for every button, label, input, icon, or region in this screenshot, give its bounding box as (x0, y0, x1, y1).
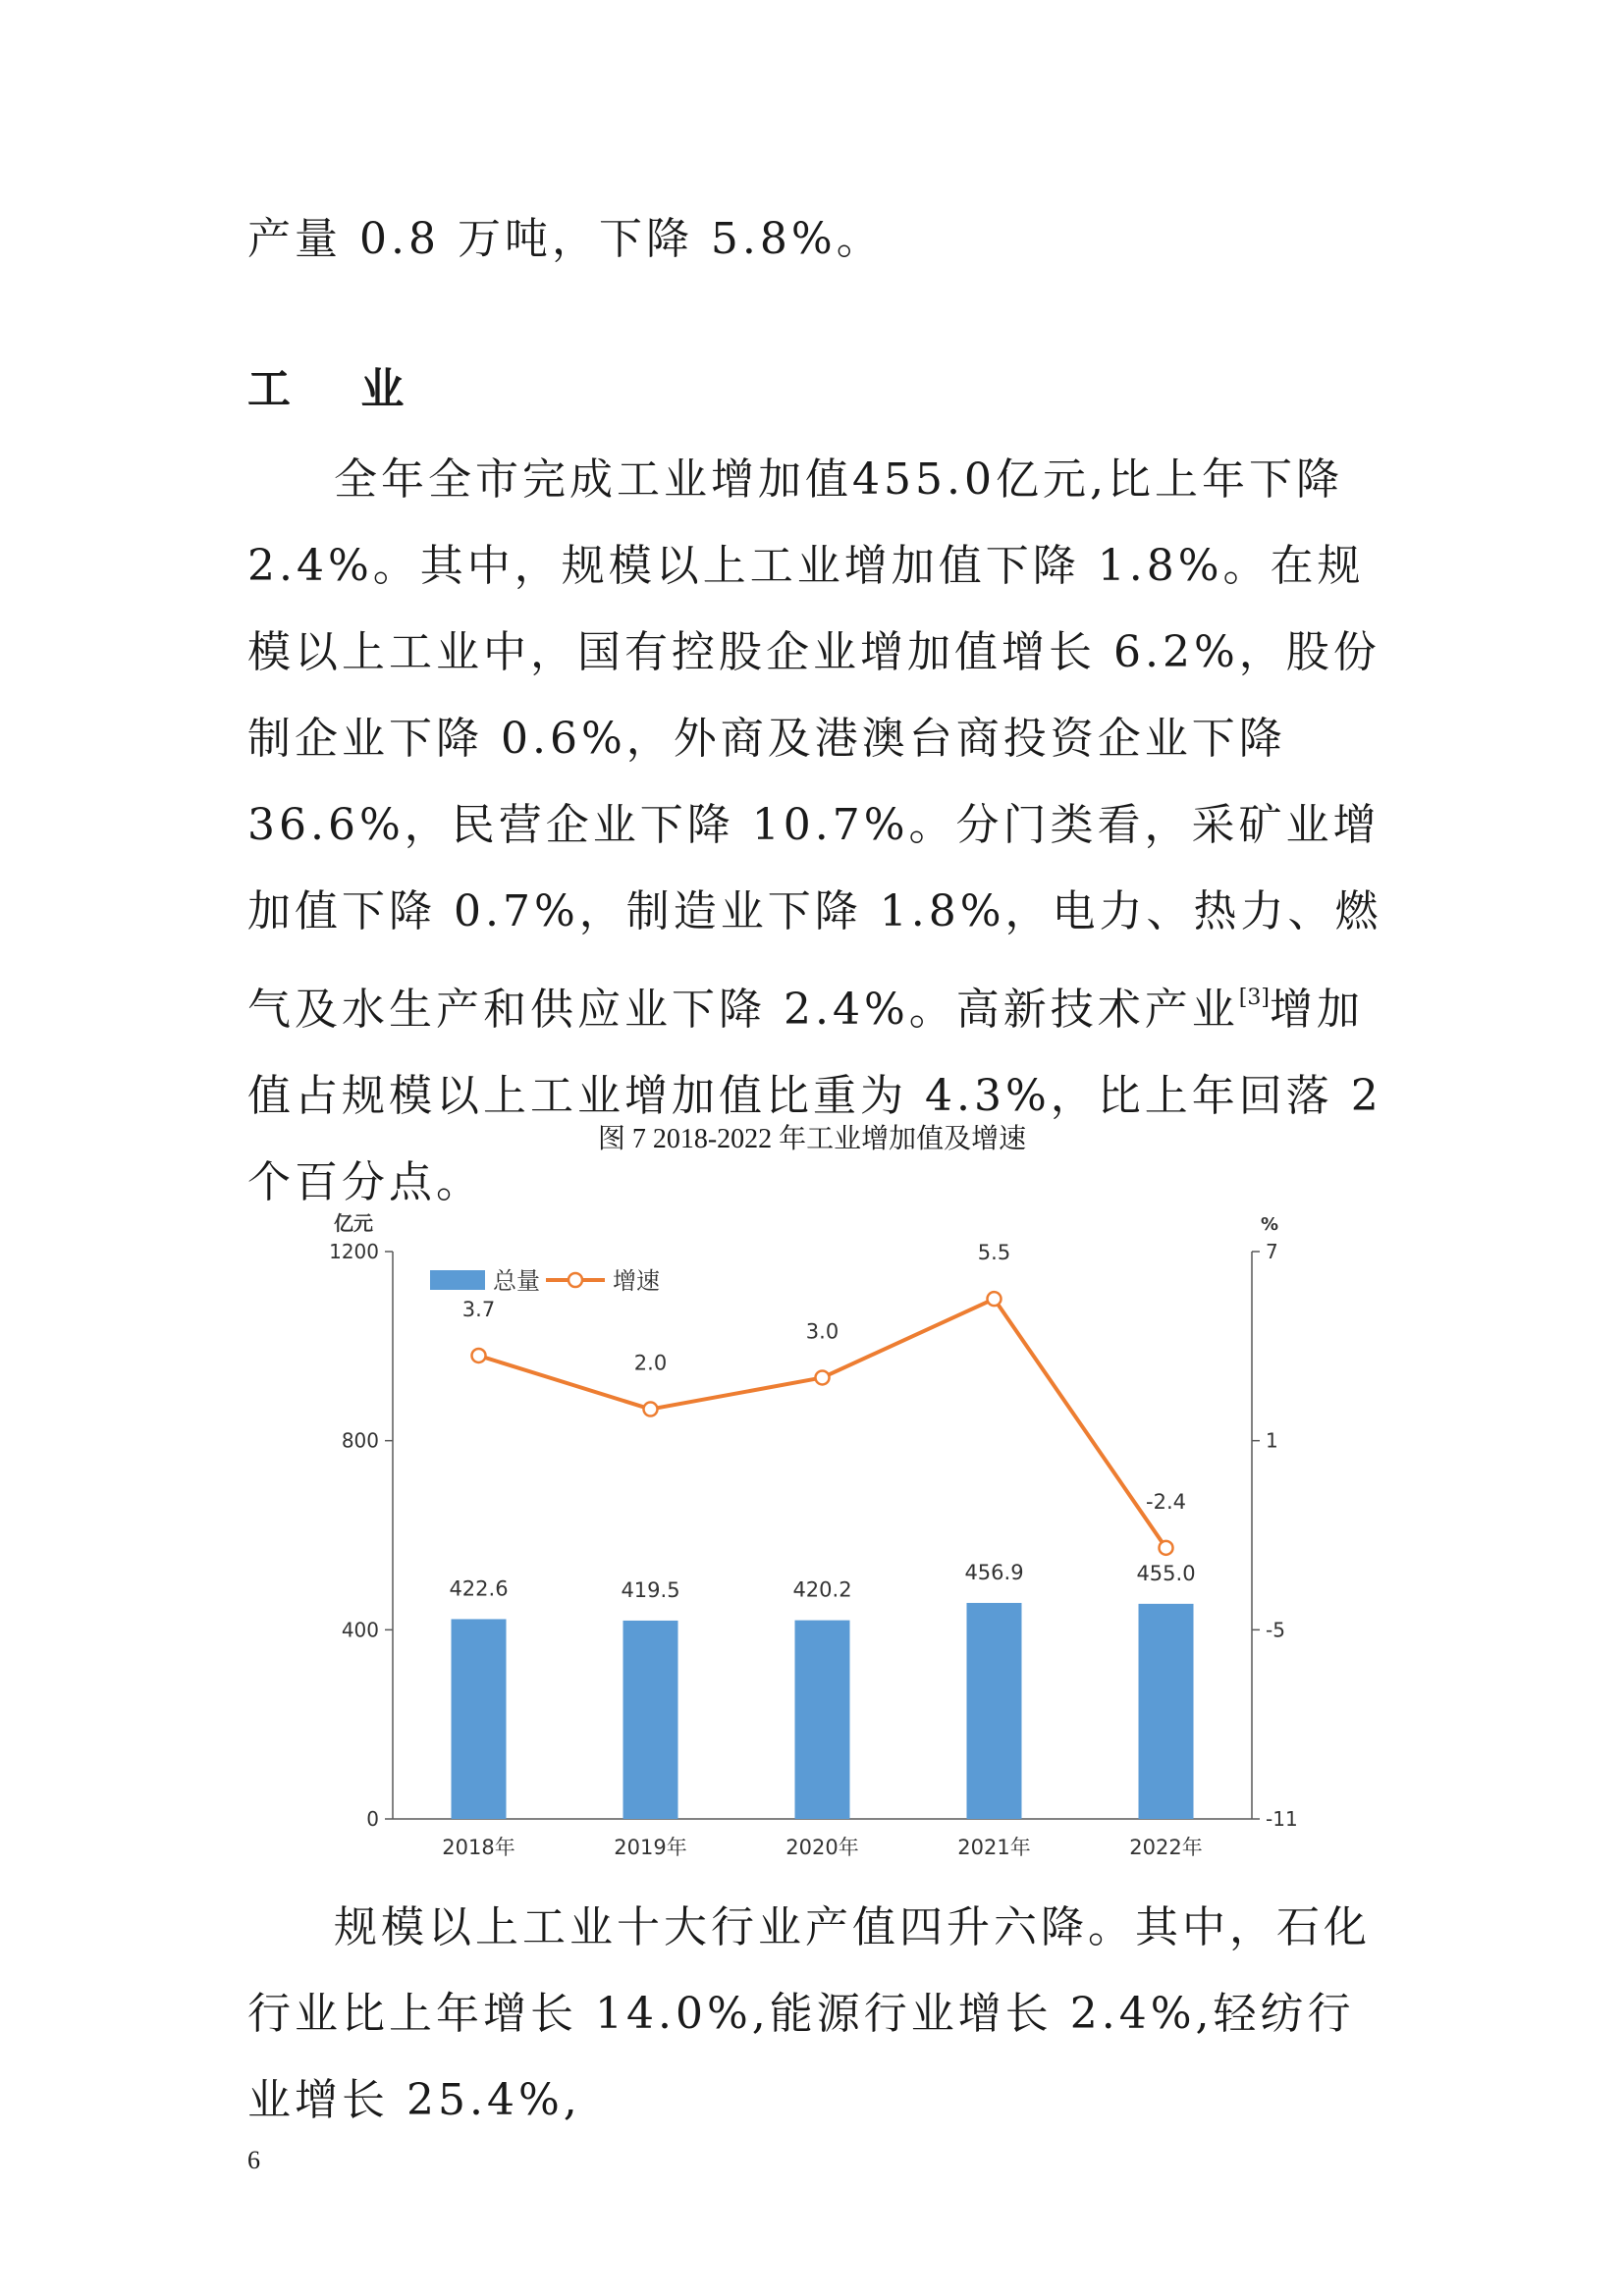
right-tick-label: 7 (1266, 1240, 1278, 1263)
growth-rate-point (1160, 1541, 1173, 1555)
right-tick-label: -11 (1266, 1807, 1298, 1831)
bar-value-label: 419.5 (621, 1577, 680, 1602)
legend-line-marker (568, 1273, 582, 1287)
growth-rate-label: 5.5 (977, 1241, 1011, 1265)
left-tick-label: 400 (341, 1618, 379, 1642)
footnote-ref[interactable]: [3] (1238, 986, 1270, 1010)
x-tick-label: 2018年 (442, 1836, 515, 1859)
paragraph-industry-rest: 增加值占规模以上工业增加值比重为 4.3%，比上年回落 2 个百分点。 (247, 985, 1382, 1207)
industry-value-chart (295, 1188, 1335, 1885)
top-text: 产量 0.8 万吨，下降 5.8%。 (247, 214, 884, 264)
left-tick-label: 1200 (329, 1240, 379, 1263)
growth-rate-label: 2.0 (633, 1351, 668, 1375)
bar-value-label: 455.0 (1136, 1561, 1196, 1585)
left-tick-label: 800 (341, 1428, 379, 1453)
section-heading: 工 业 (247, 364, 432, 414)
right-tick-label: -5 (1266, 1618, 1285, 1642)
growth-rate-label: 3.0 (805, 1319, 839, 1344)
bar-2022年 (1139, 1604, 1194, 1819)
x-tick-label: 2021年 (957, 1836, 1031, 1859)
x-tick-label: 2022年 (1129, 1836, 1203, 1859)
legend-line-label: 增速 (613, 1267, 660, 1295)
page-number: 6 (247, 2146, 260, 2174)
growth-rate-label: 3.7 (461, 1297, 496, 1321)
growth-rate-point (988, 1292, 1001, 1306)
bar-value-label: 422.6 (449, 1576, 509, 1601)
figure-title: 图 7 2018-2022 年工业增加值及增速 (597, 1124, 1027, 1154)
right-axis-unit: % (1260, 1214, 1279, 1235)
bar-2020年 (795, 1621, 850, 1819)
growth-rate-label: -2.4 (1146, 1489, 1186, 1514)
paragraph-industries: 规模以上工业十大行业产值四升六降。其中，石化行业比上年增长 14.0%,能源行业增长 2.4%,轻纺行业增长 25.4%, (247, 1902, 1371, 2125)
bar-2021年 (967, 1603, 1022, 1819)
growth-rate-point (816, 1370, 830, 1384)
x-tick-label: 2019年 (614, 1836, 687, 1859)
growth-rate-point (472, 1349, 486, 1362)
x-tick-label: 2020年 (785, 1836, 859, 1859)
bar-2018年 (452, 1619, 507, 1819)
left-tick-label: 0 (366, 1807, 379, 1831)
paragraph-industry-text: 全年全市完成工业增加值455.0亿元,比上年下降2.4%。其中，规模以上工业增加值下降 1.8%。在规模以上工业中，国有控股企业增加值增长 6.2%，股份制企业下降 0.6%，外商及港澳台商投资企业下降 36.6%，民营企业下降 10.7%。分门类看，采矿业增加值下降 0.7%，制造业下降 1.8%，电力、热力、燃气及水生产和供应业下降 2.4%。高新技术产业 (247, 454, 1382, 1035)
legend-bar-swatch (430, 1270, 485, 1290)
growth-rate-point (644, 1403, 658, 1416)
bar-2019年 (623, 1621, 678, 1819)
bar-value-label: 420.2 (792, 1577, 852, 1602)
left-axis-unit: 亿元 (334, 1211, 373, 1235)
right-tick-label: 1 (1266, 1428, 1278, 1453)
legend-bar-label: 总量 (493, 1267, 540, 1295)
bar-value-label: 456.9 (964, 1560, 1024, 1584)
paragraph-industry (247, 437, 1386, 1226)
